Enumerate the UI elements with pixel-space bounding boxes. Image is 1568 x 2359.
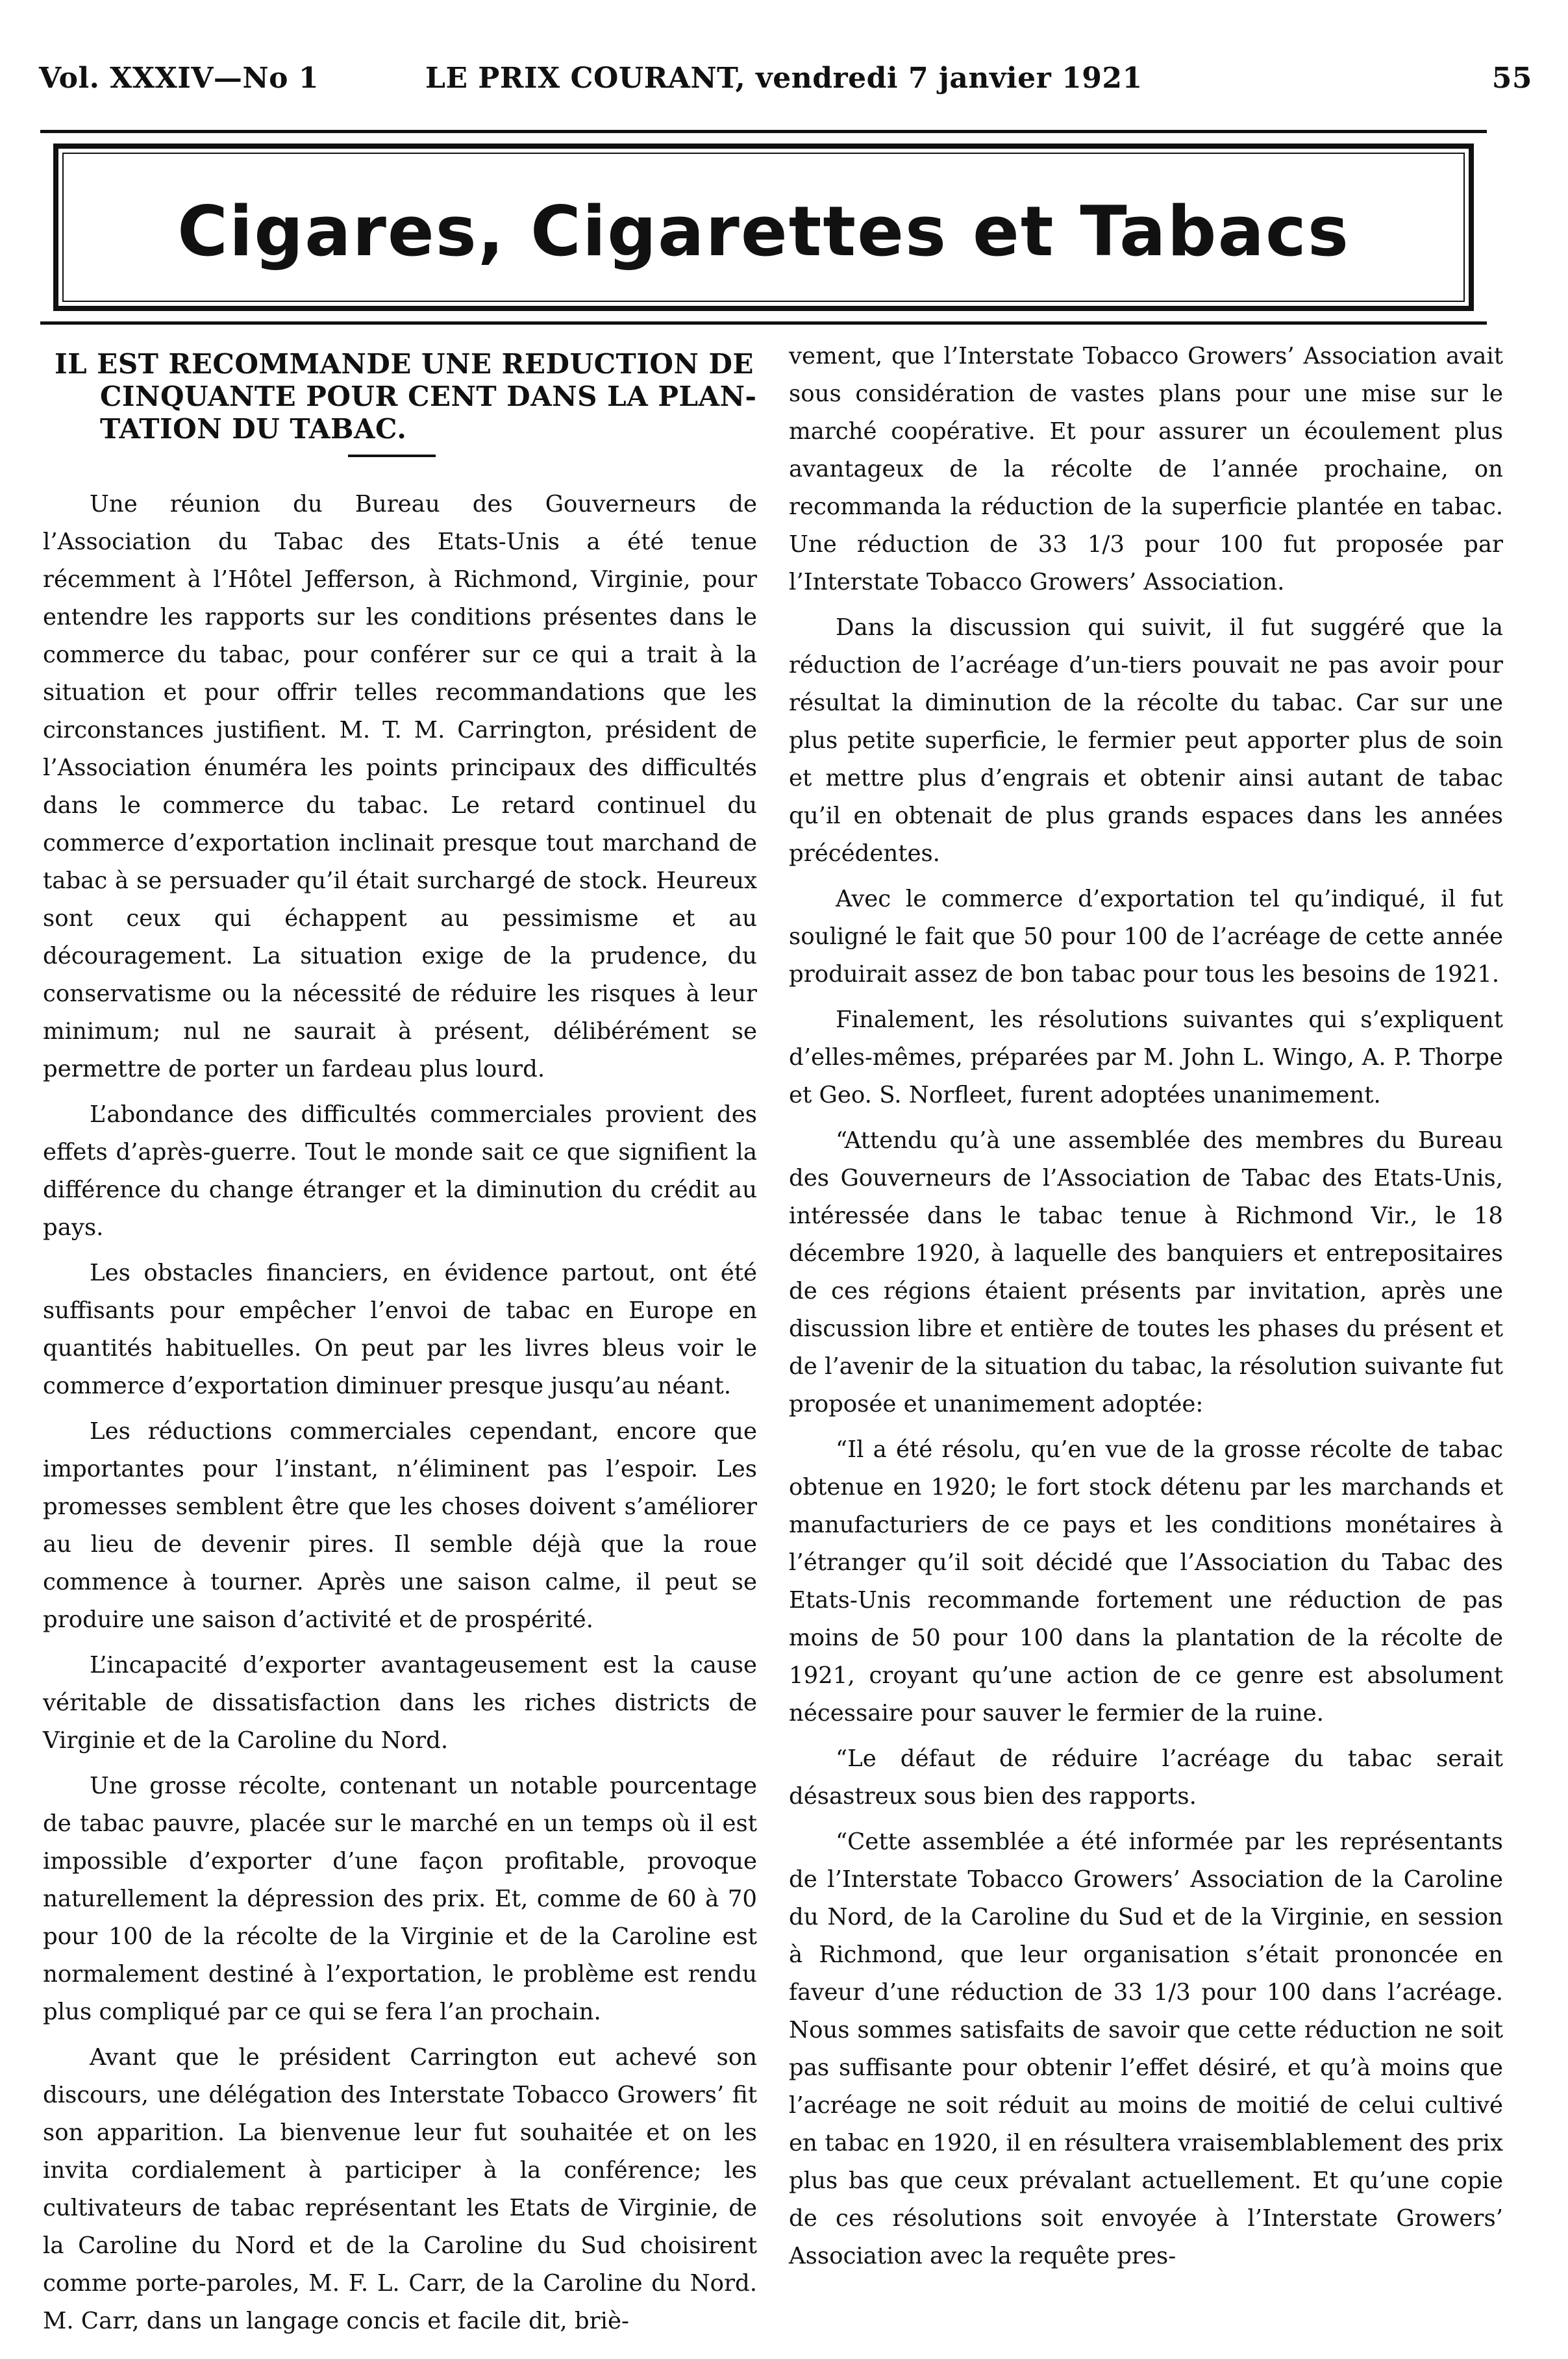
article-paragraph: Une réunion du Bureau des Gouverneurs de l’Association du Tabac des Etats-Unis a été tenue récemment à l’Hôtel Jefferson, à Richmond, Virginie, pour entendre les rapports sur les conditions présentes dans le commerce du tabac, pour conférer sur ce qui a trait à la situation et pour offrir telles recommandations que les circonstances justifient. M. T. M. Carrington, président de l’Association énuméra les points principaux des difficultés dans le commerce du tabac. Le retard continuel du commerce d’exportation inclinait presque tout marchand de tabac à se persuader qu’il était surchargé de stock. Heureux sont ceux qui échappent au pessimisme et au découragement. La situation exige de la prudence, du conservatisme ou la nécessité de réduire les risques à leur minimum; nul ne saurait à présent, délibérément se permettre de porter un fardeau plus lourd. — [43, 491, 757, 1082]
article-paragraph: “Cette assemblée a été informée par les représentants de l’Interstate Tobacco Growers’ Association de la Caroline du Nord, de la Caroline du Sud et de la Virginie, en session à Richmond, que leur organisation s’était prononcée en faveur d’une réduction de 33 1/3 pour 100 dans l’acréage. Nous sommes satisfaits de savoir que cette réduction ne soit pas suffisante pour obtenir l’effet désiré, et qu’à moins que l’acréage ne soit réduit au moins de moitié de celui cultivé en tabac en 1920, il en résultera vraisemblablement des prix plus bas que ceux prévalant actuellement. Et qu’une copie de ces résolutions soit envoyée à l’Interstate Growers’ Association avec la requête pres- — [789, 1829, 1503, 2269]
article-paragraph: Les réductions commerciales cependant, encore que importantes pour l’instant, n’éliminent pas l’espoir. Les promesses semblent être que les choses doivent s’améliorer au lieu de devenir pires. Il semble déjà que la roue commence à tourner. Après une saison calme, il peut se produire une saison d’activité et de prospérité. — [43, 1418, 757, 1633]
running-header — [39, 62, 1532, 107]
article-paragraph: “Attendu qu’à une assemblée des membres du Bureau des Gouverneurs de l’Association de Tabac des Etats-Unis, intéressée dans le tabac tenue à Richmond Vir., le 18 décembre 1920, à laquelle des banquiers et entrepositaires de ces régions étaient présents par invitation, après une discussion libre et entière de toutes les phases du présent et de l’avenir de la situation du tabac, la résolution suivante fut proposée et unanimement adoptée: — [789, 1127, 1503, 1417]
headline-line: CINQUANTE POUR CENT DANS LA PLAN- — [100, 381, 757, 412]
article-paragraph: Dans la discussion qui suivit, il fut suggéré que la réduction de l’acréage d’un-tiers pouvait ne pas avoir pour résultat la diminution de la récolte du tabac. Car sur une plus petite superficie, le fermier peut apporter plus de soin et mettre plus d’engrais et obtenir ainsi autant de tabac qu’il en obtenait de plus grands espaces dans les années précédentes. — [789, 614, 1503, 867]
banner-frame — [53, 144, 1474, 311]
article-paragraph: Avant que le président Carrington eut achevé son discours, une délégation des Interstate Tobacco Growers’ fit son apparition. La bienvenue leur fut souhaitée et on les invita cordialement à participer à la conférence; les cultivateurs de tabac représentant les Etats de Virginie, de la Caroline du Nord et de la Caroline du Sud choisirent comme porte-paroles, M. F. L. Carr, de la Caroline du Nord. M. Carr, dans un langage concis et facile dit, briè- — [43, 2044, 757, 2334]
left-column — [43, 338, 757, 2348]
article-paragraph: “Il a été résolu, qu’en vue de la grosse récolte de tabac obtenue en 1920; le fort stock détenu par les marchands et manufacturiers de ce pays et les conditions monétaires à l’étranger qu’il soit décidé que l’Association du Tabac des Etats-Unis recommande fortement une réduction de pas moins de 50 pour 100 dans la plantation de la récolte de 1921, croyant qu’une action de ce genre est absolument nécessaire pour sauver le fermier de la ruine. — [789, 1436, 1503, 1727]
article-paragraph: L’incapacité d’exporter avantageusement est la cause véritable de dissatisfaction dans les riches districts de Virginie et de la Caroline du Nord. — [43, 1652, 757, 1754]
article-paragraph: Finalement, les résolutions suivantes qui s’expliquent d’elles-mêmes, préparées par M. John L. Wingo, A. P. Thorpe et Geo. S. Norfleet, furent adoptées unanimement. — [789, 1006, 1503, 1108]
section-title: Cigares, Cigarettes et Tabacs — [177, 191, 1350, 271]
article-headline — [43, 348, 757, 445]
article-paragraph: Avec le commerce d’exportation tel qu’indiqué, il fut souligné le fait que 50 pour 100 de l’acréage de cette année produirait assez de bon tabac pour tous les besoins de 1921. — [789, 886, 1503, 988]
publication-date-line: LE PRIX COURANT, vendredi 7 janvier 1921 — [425, 62, 1143, 95]
volume-number: Vol. XXXIV—No 1 — [39, 62, 319, 95]
headline-divider — [348, 455, 436, 457]
article-paragraph: Une grosse récolte, contenant un notable pourcentage de tabac pauvre, placée sur le marché en un temps où il est impossible d’exporter d’une façon profitable, provoque naturellement la dépression des prix. Et, comme de 60 à 70 pour 100 de la récolte de la Virginie et de la Caroline est normalement destiné à l’exportation, le problème est rendu plus compliqué par ce qui se fera l’an prochain. — [43, 1773, 757, 2025]
article-paragraph: Les obstacles financiers, en évidence partout, ont été suffisants pour empêcher l’envoi de tabac en Europe en quantités habituelles. On peut par les livres bleus voir le commerce d’exportation diminuer presque jusqu’au néant. — [43, 1260, 757, 1399]
section-banner — [40, 130, 1487, 325]
page-number: 55 — [1491, 62, 1532, 95]
article-paragraph: “Le défaut de réduire l’acréage du tabac serait désastreux sous bien des rapports. — [789, 1745, 1503, 1810]
article-paragraph: vement, que l’Interstate Tobacco Growers’ Association avait sous considération de vastes plans pour une mise sur le marché coopérative. Et pour assurer un écoulement plus avantageux de la récolte de l’année prochaine, on recommanda la réduction de la superficie plantée en tabac. Une réduction de 33 1/3 pour 100 fut proposée par l’Interstate Tobacco Growers’ Association. — [789, 343, 1503, 595]
article-paragraph: L’abondance des difficultés commerciales provient des effets d’après-guerre. Tout le monde sait ce que signifient la différence du change étranger et la diminution du crédit au pays. — [43, 1101, 757, 1241]
right-column — [789, 338, 1503, 2283]
headline-line: IL EST RECOMMANDE UNE REDUCTION DE — [55, 348, 754, 380]
headline-line: TATION DU TABAC. — [100, 413, 407, 445]
